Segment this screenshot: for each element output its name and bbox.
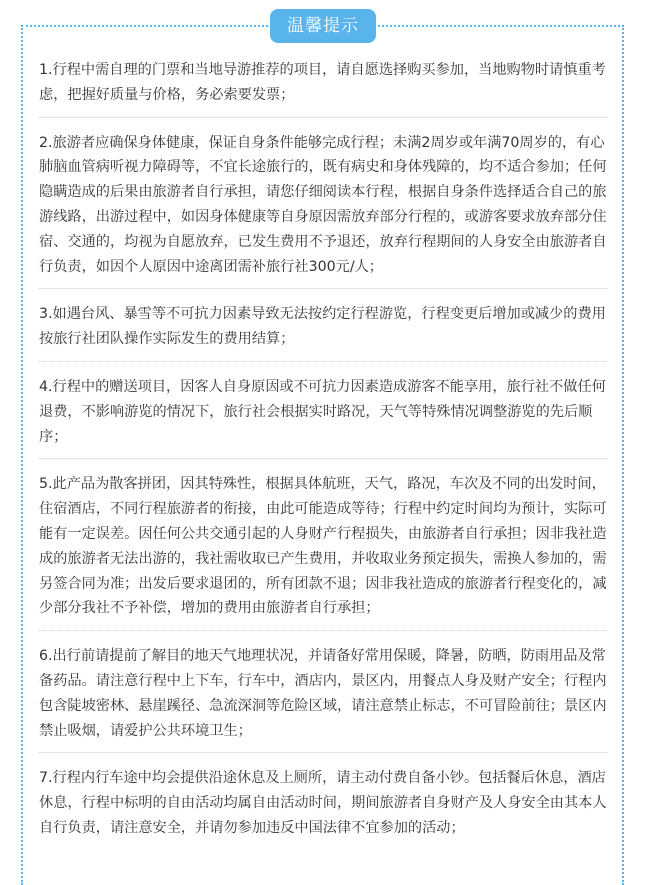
divider [39,630,607,632]
notice-title: 温馨提示 [270,9,376,43]
notice-item-4: 4.行程中的赠送项目，因客人自身原因或不可抗力因素造成游客不能享用，旅行社不做任何退费，不影响游览的情况下，旅行社会根据实时路况，天气等特殊情况调整游览的先后顺序； [39,378,606,445]
notice-item-1: 1.行程中需自理的门票和当地导游推荐的项目，请自愿选择购买参加，当地购物时请慎重考虑，把握好质量与价格，务必索要发票； [39,62,606,103]
divider [39,117,607,119]
notice-item-3: 3.如遇台风、暴雪等不可抗力因素导致无法按约定行程游览，行程变更后增加或减少的费用按旅行社团队操作实际发生的费用结算； [39,306,606,348]
divider [39,288,607,290]
notice-item-6: 6.出行前请提前了解目的地天气地理状况，并请备好常用保暖，降暑，防晒，防雨用品及常备药品。请注意行程中上下车，行车中，酒店内，景区内，用餐点人身及财产安全；行程内包含陡坡密林、悬崖蹊径、急流深洞等危险区域，请注意禁止标志，不可冒险前往；景区内禁止吸烟，请爱护公共环境卫生； [39,648,607,739]
divider [39,458,607,460]
notice-content [39,58,607,841]
divider [39,361,607,363]
notice-item-2: 2.旅游者应确保身体健康，保证自身条件能够完成行程；未满2周岁或年满70周岁的，有心肺脑血管病听视力障碍等，不宜长途旅行的，既有病史和身体残障的，均不适合参加；任何隐瞒造成的后果由旅游者自行承担，请您仔细阅读本行程，根据自身条件选择适合自己的旅游线路，出游过程中，如因身体健康等自身原因需放弃部分行程的，或游客要求放弃部分住宿、交通的，均视为自愿放弃，已发生费用不予退还，放弃行程期间的人身安全由旅游者自行负责，如因个人原因中途离团需补旅行社300元/人； [39,134,607,275]
notice-item-5: 5.此产品为散客拼团，因其特殊性，根据具体航班，天气，路况，车次及不同的出发时间，住宿酒店，不同行程旅游者的衔接，由此可能造成等待；行程中约定时间均为预计，实际可能有一定误差。因任何公共交通引起的人身财产行程损失，由旅游者自行承担；因非我社造成的旅游者无法出游的，我社需收取已产生费用，并收取业务预定损失，需换人参加的，需另签合同为准；出发后要求退团的，所有团款不退；因非我社造成的旅游者行程变化的，减少部分我社不予补偿，增加的费用由旅游者自行承担； [39,476,607,617]
divider [39,752,607,754]
notice-item-7: 7.行程内行车途中均会提供沿途休息及上厕所，请主动付费自备小钞。包括餐后休息，酒店休息，行程中标明的自由活动均属自由活动时间，期间旅游者自身财产及人身安全由其本人自行负责，请注意安全，并请勿参加违反中国法律不宜参加的活动； [39,770,607,836]
